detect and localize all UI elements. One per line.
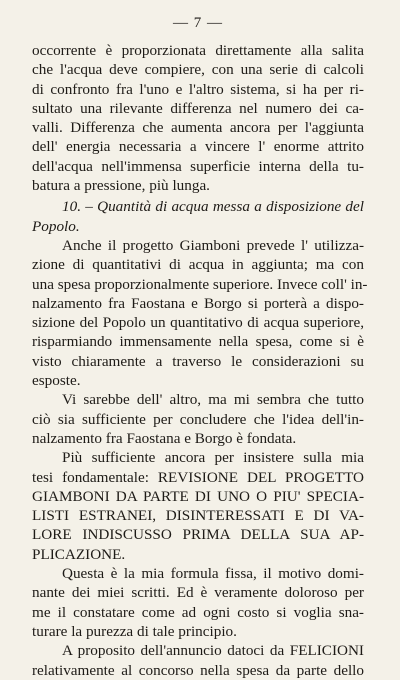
text-line: batura a pressione, più lunga.: [32, 177, 210, 195]
paragraph-continuation: [32, 41, 364, 195]
paragraph: [32, 564, 364, 641]
text-line: LORE INDISCUSSO PRIMA DELLA SUA AP-: [32, 526, 364, 544]
paragraph: [32, 448, 364, 564]
text-line: una spesa proporzionalmente superiore. Invece coll' in-: [32, 275, 368, 293]
text-line: che l'acqua deve compiere, con una serie di calcoli: [32, 61, 364, 79]
text-line: GIAMBONI DA PARTE DI UNO O PIU' SPECIA-: [32, 487, 364, 505]
text-line: dell' energia necessaria a vincere l' enorme attrito: [32, 138, 364, 156]
text-line: di confronto fra l'uno e l'altro sistema, si ha per ri-: [32, 80, 364, 98]
page-number: — 7 —: [173, 15, 223, 31]
text-line: tesi fondamentale: REVISIONE DEL PROGETTO: [32, 468, 364, 486]
text-line: Più sufficiente ancora per insistere sulla mia: [62, 449, 364, 467]
text-line: sizione del Popolo un quantitativo di acqua superiore,: [32, 314, 364, 332]
text-line: me il constatare come ad ogni costo si voglia sna-: [32, 603, 364, 621]
text-line: turare la purezza di tale principio.: [32, 622, 237, 640]
text-line: A proposito dell'annuncio datoci da FELICIONI: [62, 642, 364, 660]
text-line: esposte.: [32, 372, 81, 390]
paragraph: [32, 390, 364, 448]
text-line: PLICAZIONE.: [32, 545, 126, 563]
text-line: Anche il progetto Giamboni prevede l' utilizza-: [62, 236, 364, 254]
heading-line: 10. – Quantità di acqua messa a disposizione del: [62, 198, 364, 216]
text-line: risparmiando immensamente nella spesa, come si è: [32, 333, 364, 351]
paragraph: [32, 641, 364, 680]
text-line: Questa è la mia formula fissa, il motivo domi-: [62, 565, 364, 583]
heading-line: Popolo.: [32, 217, 80, 235]
section-heading: [32, 197, 364, 236]
text-line: dell'acqua nell'immensa superficie interna della tu-: [32, 157, 364, 175]
text-line: nalzamento fra Faostana e Borgo si porterà a dispo-: [32, 294, 364, 312]
paragraph: [32, 236, 368, 390]
text-line: sultato una rilevante differenza nel numero dei ca-: [32, 99, 364, 117]
text-line: visto chiaramente a traverso le considerazioni su: [32, 352, 364, 370]
text-line: LISTI ESTRANEI, DISINTERESSATI E DI VA-: [32, 507, 364, 525]
text-line: Vi sarebbe dell' altro, ma mi sembra che tutto: [62, 391, 364, 409]
text-line: nalzamento fra Faostana e Borgo è fondata.: [32, 429, 297, 447]
text-line: occorrente è proporzionata direttamente alla salita: [32, 42, 364, 59]
text-line: relativamente al concorso nella spesa da parte dello: [32, 661, 364, 679]
text-line: nante dei miei scritti. Ed è veramente doloroso per: [32, 584, 364, 602]
text-line: ciò sia sufficiente per concludere che l'idea dell'in-: [32, 410, 364, 428]
text-line: valli. Differenza che aumenta ancora per l'aggiunta: [32, 119, 364, 137]
text-line: zione di quantitativi di acqua in aggiunta; ma con: [32, 256, 364, 274]
